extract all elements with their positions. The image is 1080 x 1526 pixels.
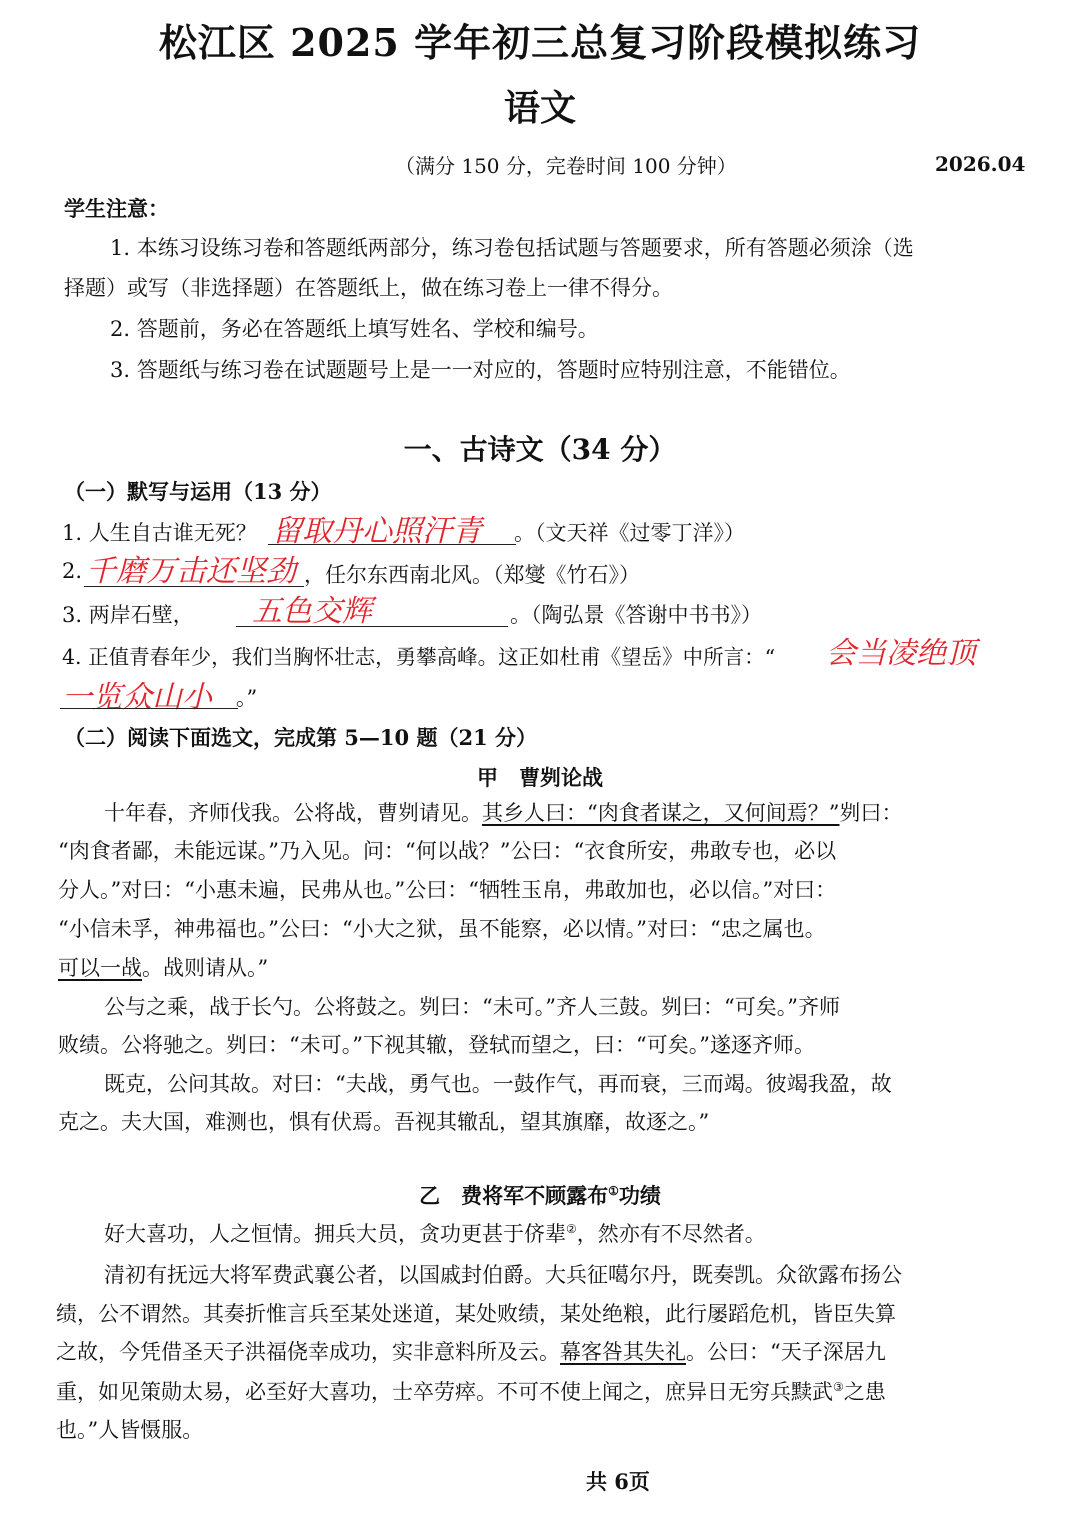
footnote-marker: ① bbox=[608, 1184, 619, 1198]
subsection-1-title: （一）默写与运用（13 分） bbox=[64, 479, 332, 504]
question-4-answer-1: 会当凌绝顶 bbox=[826, 636, 976, 671]
notice-item-1: 1. 本练习设练习卷和答题纸两部分，练习卷包括试题与答题要求，所有答题必须涂（选 bbox=[110, 236, 914, 260]
passage-b-line: 绩，公不谓然。其奏折惟言兵至某处迷道，某处败绩，某处绝粮，此行屡蹈危机，皆臣失算 bbox=[56, 1302, 896, 1326]
question-4-suffix: 。” bbox=[236, 686, 258, 710]
exam-date: 2026.04 bbox=[935, 152, 1026, 176]
footnote-marker: ② bbox=[566, 1222, 577, 1236]
question-1-prefix: 1. 人生自古谁无死？ bbox=[62, 521, 257, 545]
question-1-answer: 留取丹心照汗青 bbox=[272, 514, 482, 549]
notice-item-3: 3. 答题纸与练习卷在试题题号上是一一对应的，答题时应特别注意，不能错位。 bbox=[110, 358, 851, 382]
question-3-source: 。（陶弘景《答谢中书书》） bbox=[510, 603, 762, 627]
passage-a-line: 公与之乘，战于长勺。公将鼓之。刿曰：“未可。”齐人三鼓。刿曰：“可矣。”齐师 bbox=[104, 995, 840, 1019]
section-title: 一、古诗文（34 分） bbox=[403, 433, 677, 466]
notice-heading: 学生注意： bbox=[64, 196, 169, 221]
passage-a-line: “小信未孚，神弗福也。”公曰：“小大之狱，虽不能察，必以情。”对曰：“忠之属也。 bbox=[58, 917, 826, 941]
passage-a-text: 。战则请从。” bbox=[142, 956, 269, 980]
passage-b-text: 之故，今凭借圣天子洪福侥幸成功，实非意料所及云。 bbox=[56, 1340, 560, 1364]
question-2-source: ，任尔东西南北风。（郑燮《竹石》） bbox=[304, 563, 640, 587]
exam-meta: （满分 150 分，完卷时间 100 分钟） bbox=[395, 154, 737, 178]
passage-b-line bbox=[104, 1218, 766, 1248]
question-2-number: 2. bbox=[62, 559, 83, 583]
passage-a-text: 刿曰： bbox=[839, 801, 903, 825]
passage-b-title-text: 功绩 bbox=[618, 1183, 661, 1208]
passage-b-text: 好大喜功，人之恒情。拥兵大员，贪功更甚于侪辈 bbox=[104, 1222, 566, 1246]
passage-a-line: 败绩。公将驰之。刿曰：“未可。”下视其辙，登轼而望之，曰：“可矣。”遂逐齐师。 bbox=[58, 1033, 815, 1057]
underlined-sentence: 幕客咎其失礼 bbox=[560, 1340, 686, 1364]
passage-b-text: ，然亦有不尽然者。 bbox=[576, 1222, 766, 1246]
notice-item-2: 2. 答题前，务必在答题纸上填写姓名、学校和编号。 bbox=[110, 317, 599, 341]
subsection-2-title: （二）阅读下面选文，完成第 5—10 题（21 分） bbox=[64, 725, 537, 750]
question-2-answer: 千磨万击还坚劲 bbox=[86, 554, 296, 589]
passage-b-text: 之患 bbox=[843, 1380, 886, 1404]
passage-b-line: 也。”人皆慑服。 bbox=[56, 1418, 204, 1442]
subject-title: 语文 bbox=[503, 87, 576, 129]
passage-a-text: 十年春，齐师伐我。公将战，曹刿请见。 bbox=[104, 801, 482, 825]
footnote-marker: ③ bbox=[833, 1380, 844, 1394]
passage-a-line: “肉食者鄙，未能远谋。”乃入见。问：“何以战？”公曰：“衣食所安，弗敢专也，必以 bbox=[58, 839, 837, 863]
answer-line-4 bbox=[60, 708, 238, 709]
underlined-sentence: 可以一战 bbox=[58, 956, 142, 980]
question-4-answer-2: 一览众山小 bbox=[62, 680, 212, 715]
passage-b-title bbox=[0, 1180, 1080, 1210]
underlined-sentence: 其乡人曰：“肉食者谋之，又何间焉？” bbox=[482, 801, 840, 825]
answer-line-1 bbox=[268, 544, 516, 545]
page-count: 共 6页 bbox=[586, 1469, 650, 1494]
question-3-answer: 五色交辉 bbox=[252, 594, 372, 629]
question-3-prefix: 3. 两岸石壁， bbox=[62, 603, 194, 627]
notice-item-1-cont: 择题）或写（非选择题）在答题纸上，做在练习卷上一律不得分。 bbox=[64, 276, 673, 300]
passage-a-line: 分人。”对曰：“小惠未遍，民弗从也。”公曰：“牺牲玉帛，弗敢加也，必以信。”对曰： bbox=[58, 878, 837, 902]
passage-a-line: 克之。夫大国，难测也，惧有伏焉。吾视其辙乱，望其旗靡，故逐之。” bbox=[58, 1110, 710, 1134]
passage-b-text: 。公曰：“天子深居九 bbox=[686, 1340, 886, 1364]
question-4-prompt: 4. 正值青春年少，我们当胸怀壮志，勇攀高峰。这正如杜甫《望岳》中所言：“ bbox=[62, 645, 776, 669]
passage-b-line: 清初有抚远大将军费武襄公者，以国戚封伯爵。大兵征噶尔丹，既奏凯。众欲露布扬公 bbox=[104, 1263, 902, 1287]
question-1-source: 。（文天祥《过零丁洋》） bbox=[514, 521, 745, 545]
passage-a-line bbox=[58, 952, 268, 982]
passage-a-line: 既克，公问其故。对曰：“夫战，勇气也。一鼓作气，再而衰，三而竭。彼竭我盈，故 bbox=[104, 1072, 892, 1096]
passage-a-line bbox=[104, 797, 902, 827]
exam-title: 松江区 2025 学年初三总复习阶段模拟练习 bbox=[158, 20, 922, 65]
passage-b-line bbox=[56, 1376, 886, 1406]
passage-b-line bbox=[56, 1336, 886, 1366]
passage-b-title-text: 乙 费将军不顾露布 bbox=[419, 1183, 609, 1208]
passage-b-text: 重，如见策勋太易，必至好大喜功，士卒劳瘁。不可不使上闻之，庶异日无穷兵黩武 bbox=[56, 1380, 833, 1404]
passage-a-title: 甲 曹刿论战 bbox=[477, 765, 603, 790]
answer-line-3 bbox=[236, 626, 508, 627]
